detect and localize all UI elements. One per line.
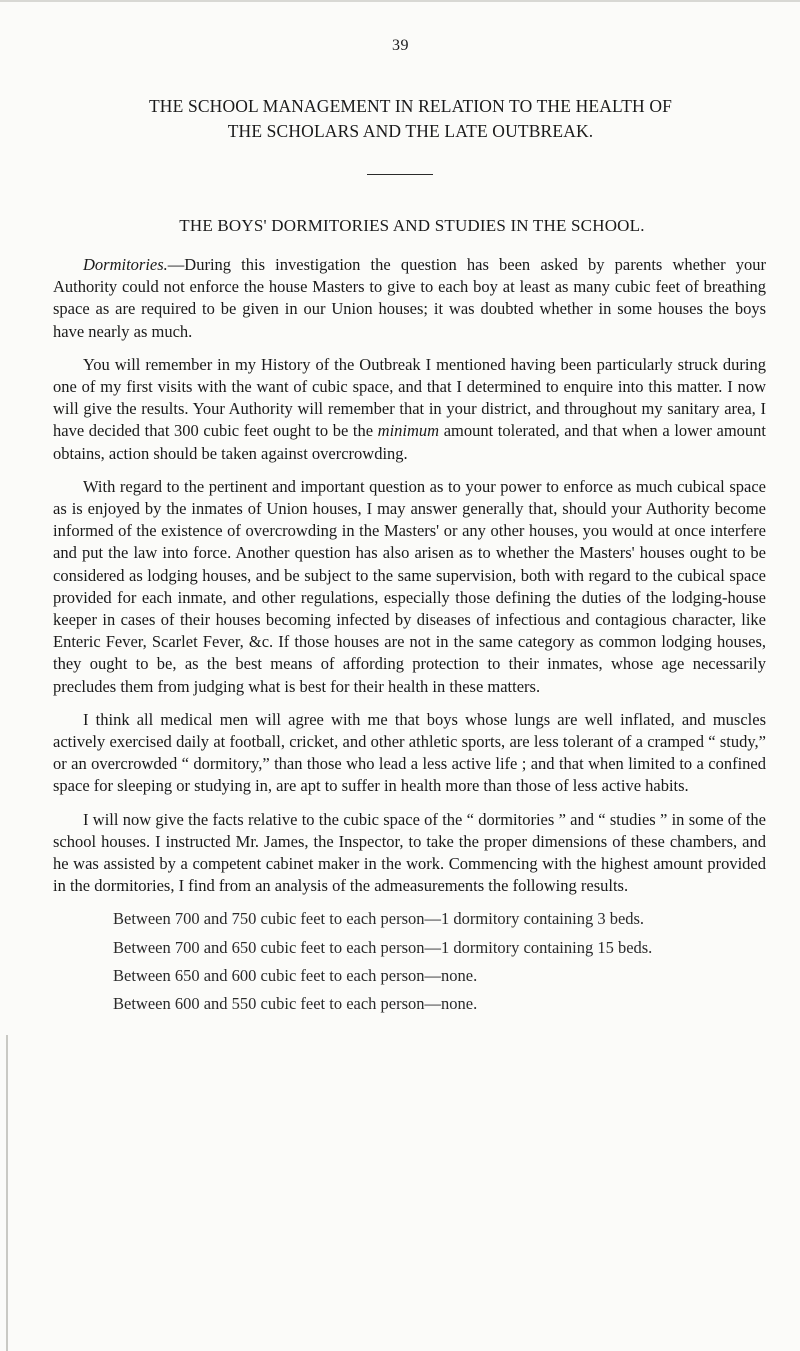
result-item: Between 650 and 600 cubic feet to each person—none. xyxy=(113,965,478,985)
page-number: 39 xyxy=(392,37,409,54)
paragraph-run-in-heading: Dormitories. xyxy=(83,255,168,274)
paragraph-cubic-space-history xyxy=(53,354,766,465)
paragraph-facts-intro: I will now give the facts relative to the cubic space of the “ dormitories ” and “ studies ” in some of the school houses. I instructed Mr. James, the Inspector, to take the proper dimensions of these chambers, and he was assisted by a competent cabinet maker in the work. Commencing with the highest amount provided in the dormitories, I find from an analysis of the admeasurements the following results. xyxy=(53,809,766,896)
paragraph-text: —During this investigation the question has been asked by parents whether your Authority could not enforce the house Masters to give to each boy at least as many cubic feet of breathing space as are required to be given in our Union houses; it was doubted whether in some houses the boys have nearly as much. xyxy=(53,255,766,341)
page-binding-shadow xyxy=(6,1035,8,1351)
main-title-line-2: THE SCHOLARS AND THE LATE OUTBREAK. xyxy=(227,121,594,141)
paragraph-medical-opinion: I think all medical men will agree with me that boys whose lungs are well inflated, and muscles actively exercised daily at football, cricket, and other athletic sports, are less tolerant of a cramped “ study,” or an overcrowded “ dormitory,” than those who lead a less active life ; and that when limited to a confined space for sleeping or studying in, are apt to suffer in health more than those of less active habits. xyxy=(53,709,766,796)
body-text xyxy=(53,254,766,1021)
results-list xyxy=(53,908,766,1015)
paragraph-text: amount tolerated, and that when a lower amount obtains, action should be taken against overcrowding. xyxy=(53,421,766,463)
emphasis-minimum: minimum xyxy=(377,421,440,441)
result-item: Between 600 and 550 cubic feet to each person—none. xyxy=(113,994,478,1014)
result-item: Between 700 and 750 cubic feet to each person—1 dormitory containing 3 beds. xyxy=(113,909,645,929)
result-item: Between 700 and 650 cubic feet to each person—1 dormitory containing 15 beds. xyxy=(113,937,653,957)
title-divider xyxy=(367,174,433,175)
section-subtitle: THE BOYS' DORMITORIES AND STUDIES IN THE SCHOOL. xyxy=(179,216,645,235)
paragraph-enforcement: With regard to the pertinent and important question as to your power to enforce as much cubical space as is enjoyed by the inmates of Union houses, I may answer generally that, should your Authority become informed of the existence of overcrowding in the Masters' or any other houses, you would at once interfere and put the law into force. Another question has also arisen as to whether the Masters' houses ought to be considered as lodging houses, and be subject to the same supervision, both with regard to the cubical space provided for each inmate, and other regulations, especially those defining the duties of the lodging-house keeper in cases of their houses becoming infected by diseases of infectious and contagious character, like Enteric Fever, Scarlet Fever, &c. If those houses are not in the same category as common lodging houses, they ought to be, as the best means of affording protection to their inmates, whose age necessarily precludes them from judging what is best for their health in these matters. xyxy=(53,476,766,696)
page-top-edge xyxy=(0,0,800,2)
paragraph-text: You will remember in my History of the Outbreak I mentioned having been particularly struck during one of my first visits with the want of cubic space, and that I determined to enquire into this matter. I now will give the results. Your Authority will remember that in your district, and throughout my sanitary area, I have decided that 300 cubic feet ought to be the xyxy=(53,354,766,441)
main-title-line-1: THE SCHOOL MANAGEMENT IN RELATION TO THE HEALTH OF xyxy=(148,96,673,116)
paragraph-dormitories xyxy=(53,254,766,343)
main-title xyxy=(58,94,763,144)
